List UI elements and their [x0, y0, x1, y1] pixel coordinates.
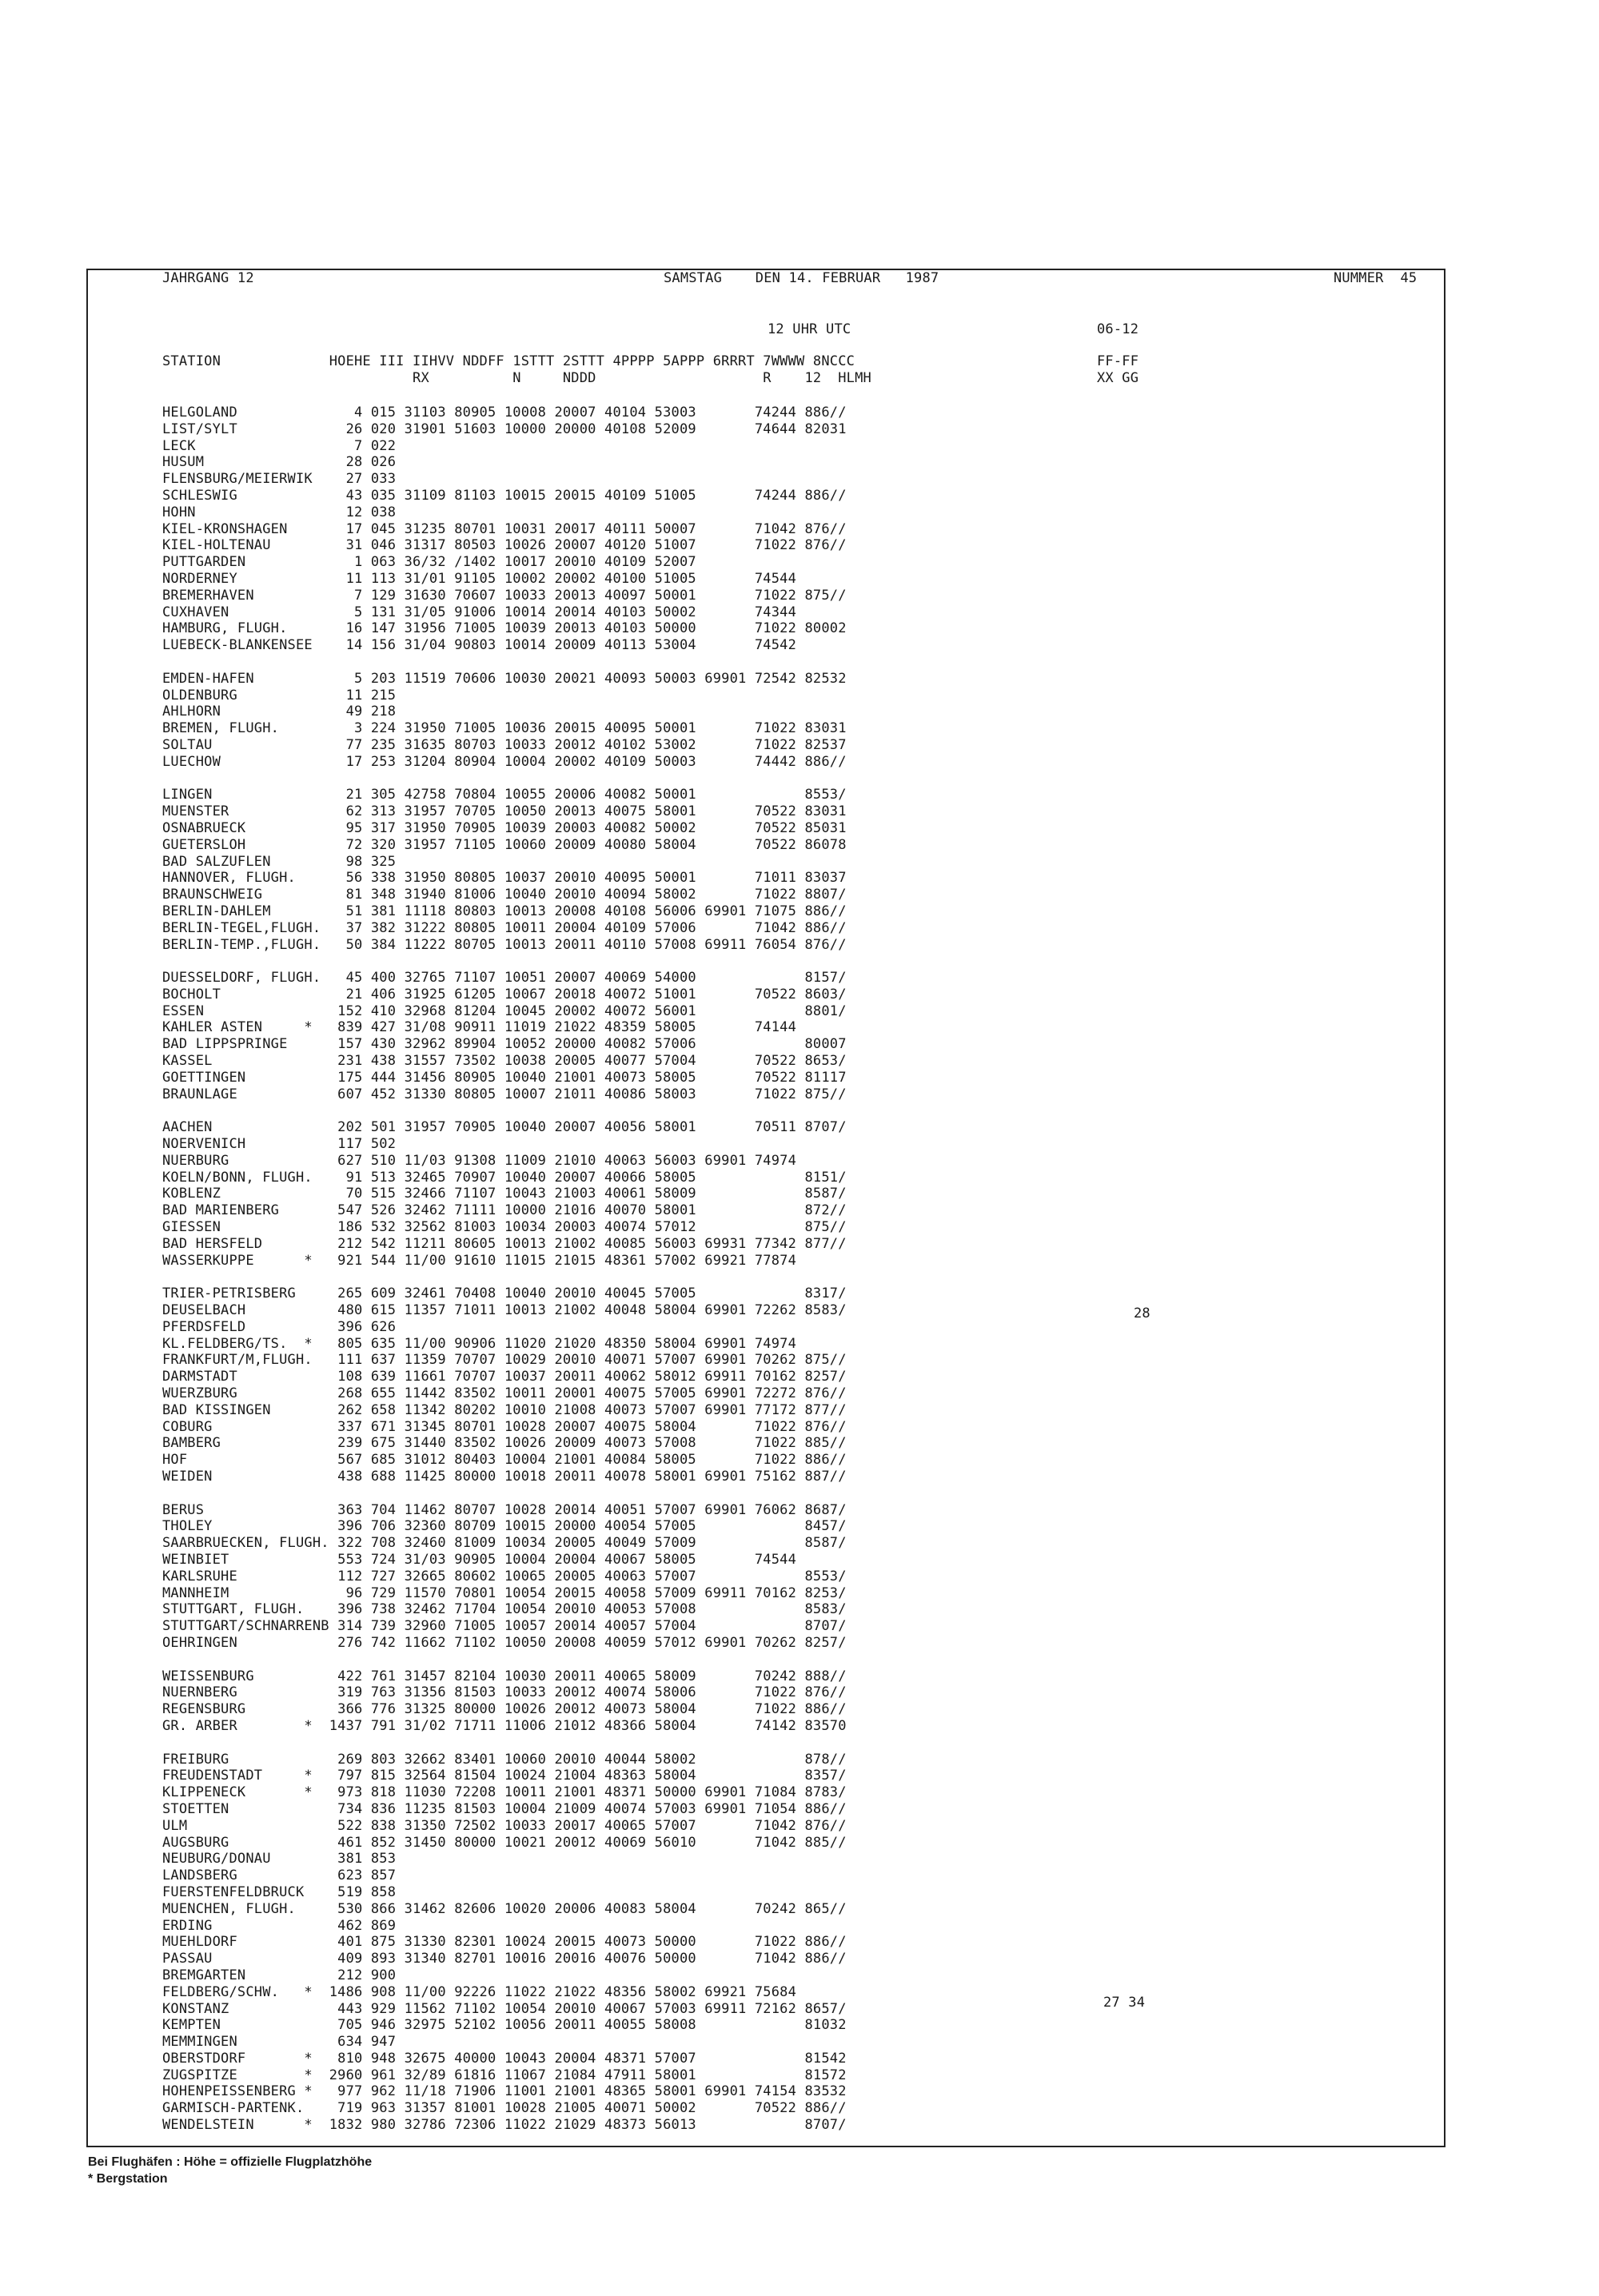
station-row: FREUDENSTADT * 797 815 32564 81504 10024 21004 48363 58004 8357/: [162, 1768, 847, 1784]
station-row: SOLTAU 77 235 31635 80703 10033 20012 40102 53002 71022 82537: [162, 736, 847, 753]
station-row: TRIER-PETRISBERG 265 609 32461 70408 10040 20010 40045 57005 8317/: [162, 1286, 847, 1302]
group-spacer: [162, 1269, 847, 1286]
station-row: DEUSELBACH 480 615 11357 71011 10013 21002 40048 58004 69901 72262 8583/: [162, 1302, 847, 1319]
station-row: HELGOLAND 4 015 31103 80905 10008 20007 40104 53003 74244 886//: [162, 405, 847, 421]
station-row: BOCHOLT 21 406 31925 61205 10067 20018 40072 51001 70522 8603/: [162, 986, 847, 1003]
station-row: BRAUNLAGE 607 452 31330 80805 10007 21011 40086 58003 71022 875//: [162, 1086, 847, 1102]
group-spacer: [162, 654, 847, 671]
station-row: KLIPPENECK * 973 818 11030 72208 10011 21001 48371 50000 69901 71084 8783/: [162, 1784, 847, 1801]
station-row: MUENCHEN, FLUGH. 530 866 31462 82606 10020 20006 40083 58004 70242 865//: [162, 1900, 847, 1917]
station-row: HAMBURG, FLUGH. 16 147 31956 71005 10039 20013 40103 50000 71022 80002: [162, 620, 847, 637]
group-spacer: [162, 1485, 847, 1502]
station-row: BREMGARTEN 212 900: [162, 1967, 397, 1983]
station-row: KARLSRUHE 112 727 32665 80602 10065 20005 40063 57007 8553/: [162, 1568, 847, 1584]
station-row: OBERSTDORF * 810 948 32675 40000 10043 20004 48371 57007 81542: [162, 2050, 847, 2067]
station-row: THOLEY 396 706 32360 80709 10015 20000 40054 57005 8457/: [162, 1518, 847, 1535]
station-row: LIST/SYLT 26 020 31901 51603 10000 20000 40108 52009 74644 82031: [162, 421, 847, 437]
station-row: STOETTEN 734 836 11235 81503 10004 21009 40074 57003 69901 71054 886//: [162, 1800, 847, 1817]
station-row: SAARBRUECKEN, FLUGH. 322 708 32460 81009 10034 20005 40049 57009 8587/: [162, 1535, 847, 1552]
station-row: NUERBURG 627 510 11/03 91308 11009 21010 40063 56003 69901 74974: [162, 1152, 797, 1169]
station-row: STUTTGART/SCHNARRENB 314 739 32960 71005 10057 20014 40057 57004 8707/: [162, 1618, 847, 1635]
station-row: PASSAU 409 893 31340 82701 10016 20016 40076 50000 71042 886//: [162, 1951, 847, 1967]
station-row: BAD KISSINGEN 262 658 11342 80202 10010 21008 40073 57007 69901 77172 877//: [162, 1401, 847, 1418]
station-row: KIEL-KRONSHAGEN 17 045 31235 80701 10031 20017 40111 50007 71042 876//: [162, 520, 847, 537]
station-row: HOHN 12 038: [162, 504, 397, 520]
station-row: GARMISCH-PARTENK. 719 963 31357 81001 10028 21005 40071 50002 70522 886//: [162, 2100, 847, 2117]
station-row: DUESSELDORF, FLUGH. 45 400 32765 71107 10051 20007 40069 54000 8157/: [162, 970, 847, 987]
station-row: DARMSTADT 108 639 11661 70707 10037 20011 40062 58012 69911 70162 8257/: [162, 1369, 847, 1385]
station-row: NUERNBERG 319 763 31356 81503 10033 20012 40074 58006 71022 876//: [162, 1684, 847, 1701]
station-row: WEISSENBURG 422 761 31457 82104 10030 20011 40065 58009 70242 888//: [162, 1668, 847, 1684]
station-row: WASSERKUPPE * 921 544 11/00 91610 11015 21015 48361 57002 69921 77874: [162, 1252, 797, 1269]
station-row: BAD SALZUFLEN 98 325: [162, 853, 397, 870]
station-table: [162, 405, 847, 2134]
station-row: FLENSBURG/MEIERWIK 27 033: [162, 471, 397, 488]
column-header-line2: RX N NDDD R 12 HLMH: [162, 370, 871, 386]
issue-number: NUMMER 45: [1334, 270, 1418, 286]
group-spacer: [162, 771, 847, 787]
station-row: BAD HERSFELD 212 542 11211 80605 10013 21002 40085 56003 69931 77342 877//: [162, 1235, 847, 1252]
station-row: BREMEN, FLUGH. 3 224 31950 71005 10036 20015 40095 50001 71022 83031: [162, 720, 847, 737]
station-row: KASSEL 231 438 31557 73502 10038 20005 40077 57004 70522 8653/: [162, 1053, 847, 1070]
observation-time: 12 UHR UTC: [768, 321, 851, 337]
footnote-airport-height: Bei Flughäfen : Höhe = offizielle Flugplatzhöhe: [88, 2155, 373, 2169]
station-row: COBURG 337 671 31345 80701 10028 20007 40075 58004 71022 876//: [162, 1418, 847, 1435]
station-row: GOETTINGEN 175 444 31456 80905 10040 21001 40073 58005 70522 81117: [162, 1069, 847, 1086]
station-row: MEMMINGEN 634 947: [162, 2034, 397, 2051]
gust-value-deuselbach: 28: [1134, 1305, 1150, 1321]
station-row: KL.FELDBERG/TS. * 805 635 11/00 90906 11020 21020 48350 58004 69901 74974: [162, 1335, 797, 1352]
station-row: KONSTANZ 443 929 11562 71102 10054 20010 40067 57003 69911 72162 8657/: [162, 2000, 847, 2017]
station-row: HANNOVER, FLUGH. 56 338 31950 80805 10037 20010 40095 50001 71011 83037: [162, 870, 847, 887]
station-row: MUENSTER 62 313 31957 70705 10050 20013 40075 58001 70522 83031: [162, 803, 847, 820]
wind-gust-header-line1: FF-FF: [1097, 353, 1139, 369]
station-row: NEUBURG/DONAU 381 853: [162, 1851, 397, 1867]
station-row: FUERSTENFELDBRUCK 519 858: [162, 1883, 397, 1900]
station-row: AACHEN 202 501 31957 70905 10040 20007 40056 58001 70511 8707/: [162, 1119, 847, 1136]
station-row: KEMPTEN 705 946 32975 52102 10056 20011 40055 58008 81032: [162, 2017, 847, 2034]
station-row: GIESSEN 186 532 32562 81003 10034 20003 40074 57012 875//: [162, 1219, 847, 1236]
station-row: WENDELSTEIN * 1832 980 32786 72306 11022 21029 48373 56013 8707/: [162, 2117, 847, 2134]
station-row: PUTTGARDEN 1 063 36/32 /1402 10017 20010 40109 52007: [162, 554, 696, 571]
station-row: HOHENPEISSENBERG * 977 962 11/18 71906 11001 21001 48365 58001 69901 74154 83532: [162, 2083, 847, 2100]
station-row: BERLIN-TEMP.,FLUGH. 50 384 11222 80705 10013 20011 40110 57008 69911 76054 876//: [162, 936, 847, 953]
station-row: LANDSBERG 623 857: [162, 1867, 397, 1884]
station-row: REGENSBURG 366 776 31325 80000 10026 20012 40073 58004 71022 886//: [162, 1701, 847, 1718]
station-row: OEHRINGEN 276 742 11662 71102 10050 20008 40059 57012 69901 70262 8257/: [162, 1634, 847, 1651]
footnote-mountain-station: * Bergstation: [88, 2172, 168, 2186]
station-row: LUEBECK-BLANKENSEE 14 156 31/04 90803 10014 20009 40113 53004 74542: [162, 637, 797, 654]
station-row: BAD LIPPSPRINGE 157 430 32962 89904 10052 20000 40082 57006 80007: [162, 1036, 847, 1053]
station-row: PFERDSFELD 396 626: [162, 1318, 397, 1335]
station-row: MUEHLDORF 401 875 31330 82301 10024 20015 40073 50000 71022 886//: [162, 1934, 847, 1951]
wind-gust-header-line2: XX GG: [1097, 370, 1139, 386]
station-row: OSNABRUECK 95 317 31950 70905 10039 20003 40082 50002 70522 85031: [162, 819, 847, 836]
station-row: ZUGSPITZE * 2960 961 32/89 61816 11067 21084 47911 58001 81572: [162, 2067, 847, 2083]
station-row: GUETERSLOH 72 320 31957 71105 10060 20009 40080 58004 70522 86078: [162, 836, 847, 853]
station-row: BREMERHAVEN 7 129 31630 70607 10033 20013 40097 50001 71022 875//: [162, 587, 847, 604]
station-row: AUGSBURG 461 852 31450 80000 10021 20012 40069 56010 71042 885//: [162, 1834, 847, 1851]
station-row: BAD MARIENBERG 547 526 32462 71111 10000 21016 40070 58001 872//: [162, 1202, 847, 1219]
group-spacer: [162, 1652, 847, 1668]
station-row: WEINBIET 553 724 31/03 90905 10004 20004 40067 58005 74544: [162, 1551, 797, 1568]
station-row: MANNHEIM 96 729 11570 70801 10054 20015 40058 57009 69911 70162 8253/: [162, 1584, 847, 1601]
station-row: FRANKFURT/M,FLUGH. 111 637 11359 70707 10029 20010 40071 57007 69901 70262 875//: [162, 1352, 847, 1369]
station-row: SCHLESWIG 43 035 31109 81103 10015 20015 40109 51005 74244 886//: [162, 487, 847, 504]
period-label: 06-12: [1097, 321, 1139, 337]
station-row: ULM 522 838 31350 72502 10033 20017 40065 57007 71042 876//: [162, 1817, 847, 1834]
station-row: KAHLER ASTEN * 839 427 31/08 90911 11019 21022 48359 58005 74144: [162, 1019, 797, 1036]
station-row: BERLIN-DAHLEM 51 381 11118 80803 10013 20008 40108 56006 69901 71075 886//: [162, 903, 847, 919]
station-row: KOBLENZ 70 515 32466 71107 10043 21003 40061 58009 8587/: [162, 1186, 847, 1202]
station-row: HOF 567 685 31012 80403 10004 21001 40084 58005 71022 886//: [162, 1452, 847, 1469]
station-row: CUXHAVEN 5 131 31/05 91006 10014 20014 40103 50002 74344: [162, 604, 797, 620]
station-row: KIEL-HOLTENAU 31 046 31317 80503 10026 20007 40120 51007 71022 876//: [162, 537, 847, 554]
group-spacer: [162, 1102, 847, 1119]
station-row: WUERZBURG 268 655 11442 83502 10011 20001 40075 57005 69901 72272 876//: [162, 1385, 847, 1402]
station-row: BAMBERG 239 675 31440 83502 10026 20009 40073 57008 71022 885//: [162, 1435, 847, 1452]
station-row: GR. ARBER * 1437 791 31/02 71711 11006 21012 48366 58004 74142 83570: [162, 1717, 847, 1734]
station-row: STUTTGART, FLUGH. 396 738 32462 71704 10054 20010 40053 57008 8583/: [162, 1601, 847, 1618]
station-row: BERLIN-TEGEL,FLUGH. 37 382 31222 80805 10011 20004 40109 57006 71042 886//: [162, 919, 847, 936]
group-spacer: [162, 953, 847, 970]
station-row: AHLHORN 49 218: [162, 704, 397, 720]
station-row: EMDEN-HAFEN 5 203 11519 70606 10030 20021 40093 50003 69901 72542 82532: [162, 670, 847, 687]
station-row: KOELN/BONN, FLUGH. 91 513 32465 70907 10040 20007 40066 58005 8151/: [162, 1169, 847, 1186]
station-row: FELDBERG/SCHW. * 1486 908 11/00 92226 11022 21022 48356 58002 69921 75684: [162, 1983, 797, 2000]
station-row: BERUS 363 704 11462 80707 10028 20014 40051 57007 69901 76062 8687/: [162, 1501, 847, 1518]
station-row: HUSUM 28 026: [162, 454, 397, 471]
column-header-line1: STATION HOEHE III IIHVV NDDFF 1STTT 2STTT 4PPPP 5APPP 6RRRT 7WWWW 8NCCC: [162, 353, 855, 369]
gust-value-feldberg: 27 34: [1103, 1995, 1146, 2011]
station-row: NOERVENICH 117 502: [162, 1136, 397, 1153]
station-row: ESSEN 152 410 32968 81204 10045 20002 40072 56001 8801/: [162, 1003, 847, 1019]
station-row: FREIBURG 269 803 32662 83401 10060 20010 40044 58002 878//: [162, 1751, 847, 1768]
volume-label: JAHRGANG 12: [162, 270, 254, 286]
station-row: NORDERNEY 11 113 31/01 91105 10002 20002 40100 51005 74544: [162, 570, 797, 587]
station-row: WEIDEN 438 688 11425 80000 10018 20011 40078 58001 69901 75162 887//: [162, 1469, 847, 1485]
station-row: LUECHOW 17 253 31204 80904 10004 20002 40109 50003 74442 886//: [162, 753, 847, 770]
station-row: ERDING 462 869: [162, 1917, 397, 1934]
station-row: LINGEN 21 305 42758 70804 10055 20006 40082 50001 8553/: [162, 787, 847, 803]
station-row: OLDENBURG 11 215: [162, 687, 397, 704]
station-row: BRAUNSCHWEIG 81 348 31940 81006 10040 20010 40094 58002 71022 8807/: [162, 887, 847, 903]
date-label: SAMSTAG DEN 14. FEBRUAR 1987: [664, 270, 939, 286]
station-row: LECK 7 022: [162, 437, 397, 454]
group-spacer: [162, 1735, 847, 1752]
